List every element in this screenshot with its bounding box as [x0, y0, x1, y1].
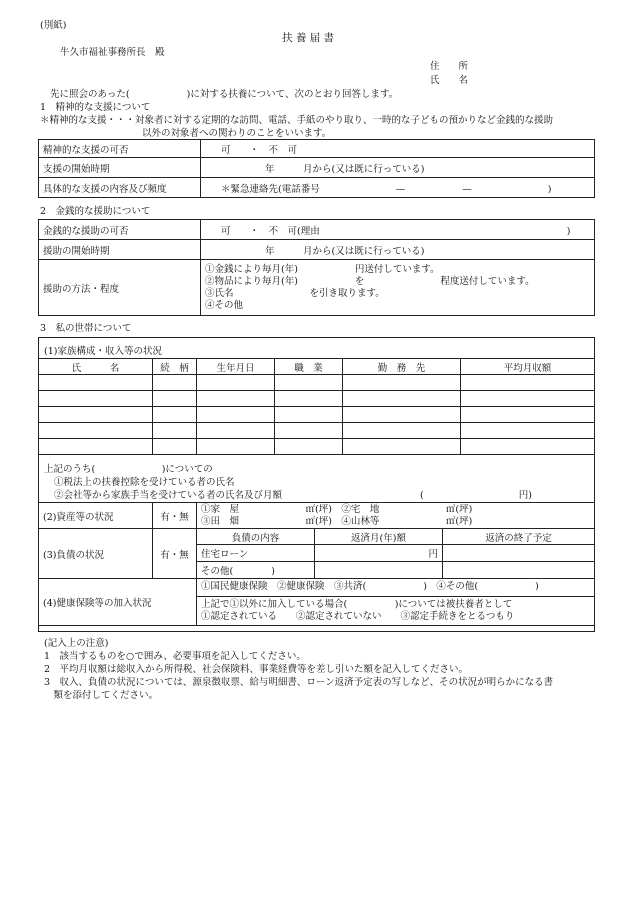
method-line: ④その他	[205, 299, 244, 311]
intro-text: 先に照会のあった( )に対する扶養について、次のとおり回答します。	[50, 89, 399, 100]
col-header: 勤 務 先	[343, 359, 461, 375]
method-line: ②物品により毎月(年) を 程度送付しています。	[205, 275, 535, 287]
section1-heading: 1 精神的な支援について	[40, 102, 151, 113]
debt-yes-no: 有・無	[153, 529, 197, 579]
support-possibility: 可 ・ 不 可	[201, 140, 595, 158]
section2-heading: 2 金銭的な援助について	[40, 206, 151, 217]
debt-label: (3)負債の状況	[39, 529, 153, 579]
uchi-item-1: ①税法上の扶養控除を受けている者の氏名	[54, 477, 235, 488]
assets-line: ①家 屋 ㎡(坪) ②宅 地 ㎡(坪)	[201, 503, 473, 515]
attachment-label: (別紙)	[40, 20, 67, 31]
debt-col-header: 返済の終了予定	[443, 529, 595, 545]
insurance-line: ①認定されている ②認定されていない ③認定手続きをとるつもり	[201, 611, 515, 622]
form-title: 扶 養 届 書	[282, 32, 335, 44]
table-row	[39, 240, 595, 260]
debt-col-header: 負債の内容	[197, 529, 315, 545]
table-row	[39, 439, 595, 455]
table-row	[39, 391, 595, 407]
family-heading: (1)家族構成・収入等の状況	[44, 346, 162, 357]
method-line: ①金銭により毎月(年) 円送付しています。	[205, 263, 440, 275]
notes-heading: (記入上の注意)	[44, 638, 109, 649]
row-label: 支援の開始時期	[39, 158, 201, 178]
financial-possibility: 可 ・ 不 可(理由 )	[201, 220, 595, 240]
assets-yes-no: 有・無	[153, 503, 197, 529]
col-header: 職 業	[275, 359, 343, 375]
table-row	[39, 220, 595, 240]
table-row	[39, 423, 595, 439]
method-detail	[201, 260, 595, 316]
col-header: 続 柄	[153, 359, 197, 375]
row-label: 金銭的な援助の可否	[39, 220, 201, 240]
assets-line: ③田 畑 ㎡(坪) ④山林等 ㎡(坪)	[201, 515, 473, 527]
uchi-line: 上記のうち( )についての	[44, 464, 213, 475]
row-label: 援助の開始時期	[39, 240, 201, 260]
debt-housing-loan: 住宅ローン	[197, 545, 315, 562]
assets-label: (2)資産等の状況	[39, 503, 153, 529]
row-label: 具体的な支援の内容及び頻度	[39, 178, 201, 198]
debt-other: その他( )	[197, 562, 315, 579]
uchi-item-2: ②会社等から家族手当を受けている者の氏名及び月額	[54, 490, 283, 501]
financial-start: 年 月から(又は既に行っている)	[201, 240, 595, 260]
table-row	[39, 407, 595, 423]
table-header-row	[39, 359, 595, 375]
table-row	[39, 158, 595, 178]
col-header: 生年月日	[197, 359, 275, 375]
table-row	[39, 375, 595, 391]
col-header: 氏 名	[39, 359, 153, 375]
note-item: 1 該当するものを○で囲み、必要事項を記入してください。	[44, 651, 306, 662]
insurance-detail	[197, 579, 595, 626]
col-header: 平均月収額	[461, 359, 595, 375]
section1-table	[38, 139, 595, 198]
table-row	[39, 260, 595, 316]
table-row	[39, 503, 595, 529]
table-row	[39, 178, 595, 198]
debt-col-header: 返済月(年)額	[315, 529, 443, 545]
debt-yen: 円	[315, 545, 443, 562]
note-item: 3 収入、負債の状況については、源泉徴収票、給与明細書、ローン返済予定表の写しなど、その状況が明らかになる書	[44, 677, 554, 688]
note-item: 類を添付してください。	[44, 690, 159, 701]
name-label: 氏 名	[430, 75, 469, 86]
support-start: 年 月から(又は既に行っている)	[201, 158, 595, 178]
assets-table	[38, 502, 595, 626]
section1-note-line2: 以外の対象者への関わりのことをいいます。	[142, 128, 332, 139]
note-item: 2 平均月収額は総収入から所得税、社会保険料、事業経費等を差し引いた額を記入してください。	[44, 664, 469, 675]
assets-detail	[197, 503, 595, 529]
table-row	[39, 529, 595, 545]
method-line: ③氏名 を引き取ります。	[205, 287, 385, 299]
section1-note-line1: ＊精神的な支援・・・対象者に対する定期的な訪問、電話、手紙のやり取り、一時的な子どもの預かりなど金銭的な援助	[40, 115, 554, 126]
section3-heading: 3 私の世帯について	[40, 323, 132, 334]
addressee: 牛久市福祉事務所長 殿	[60, 47, 165, 58]
uchi-item-2-amount: ( 円)	[420, 490, 532, 501]
insurance-types: ①国民健康保険 ②健康保険 ③共済( ) ④その他( )	[197, 579, 594, 597]
insurance-label: (4)健康保険等の加入状況	[39, 579, 197, 626]
table-row	[39, 579, 595, 626]
row-label: 精神的な支援の可否	[39, 140, 201, 158]
insurance-line: 上記で①以外に加入している場合( )については被扶養者として	[201, 599, 513, 610]
row-label: 援助の方法・程度	[39, 260, 201, 316]
table-row	[39, 140, 595, 158]
address-label: 住 所	[430, 61, 469, 72]
emergency-contact: ＊緊急連絡先(電話番号 — — )	[201, 178, 595, 198]
section2-table	[38, 219, 595, 316]
family-table	[38, 358, 595, 455]
